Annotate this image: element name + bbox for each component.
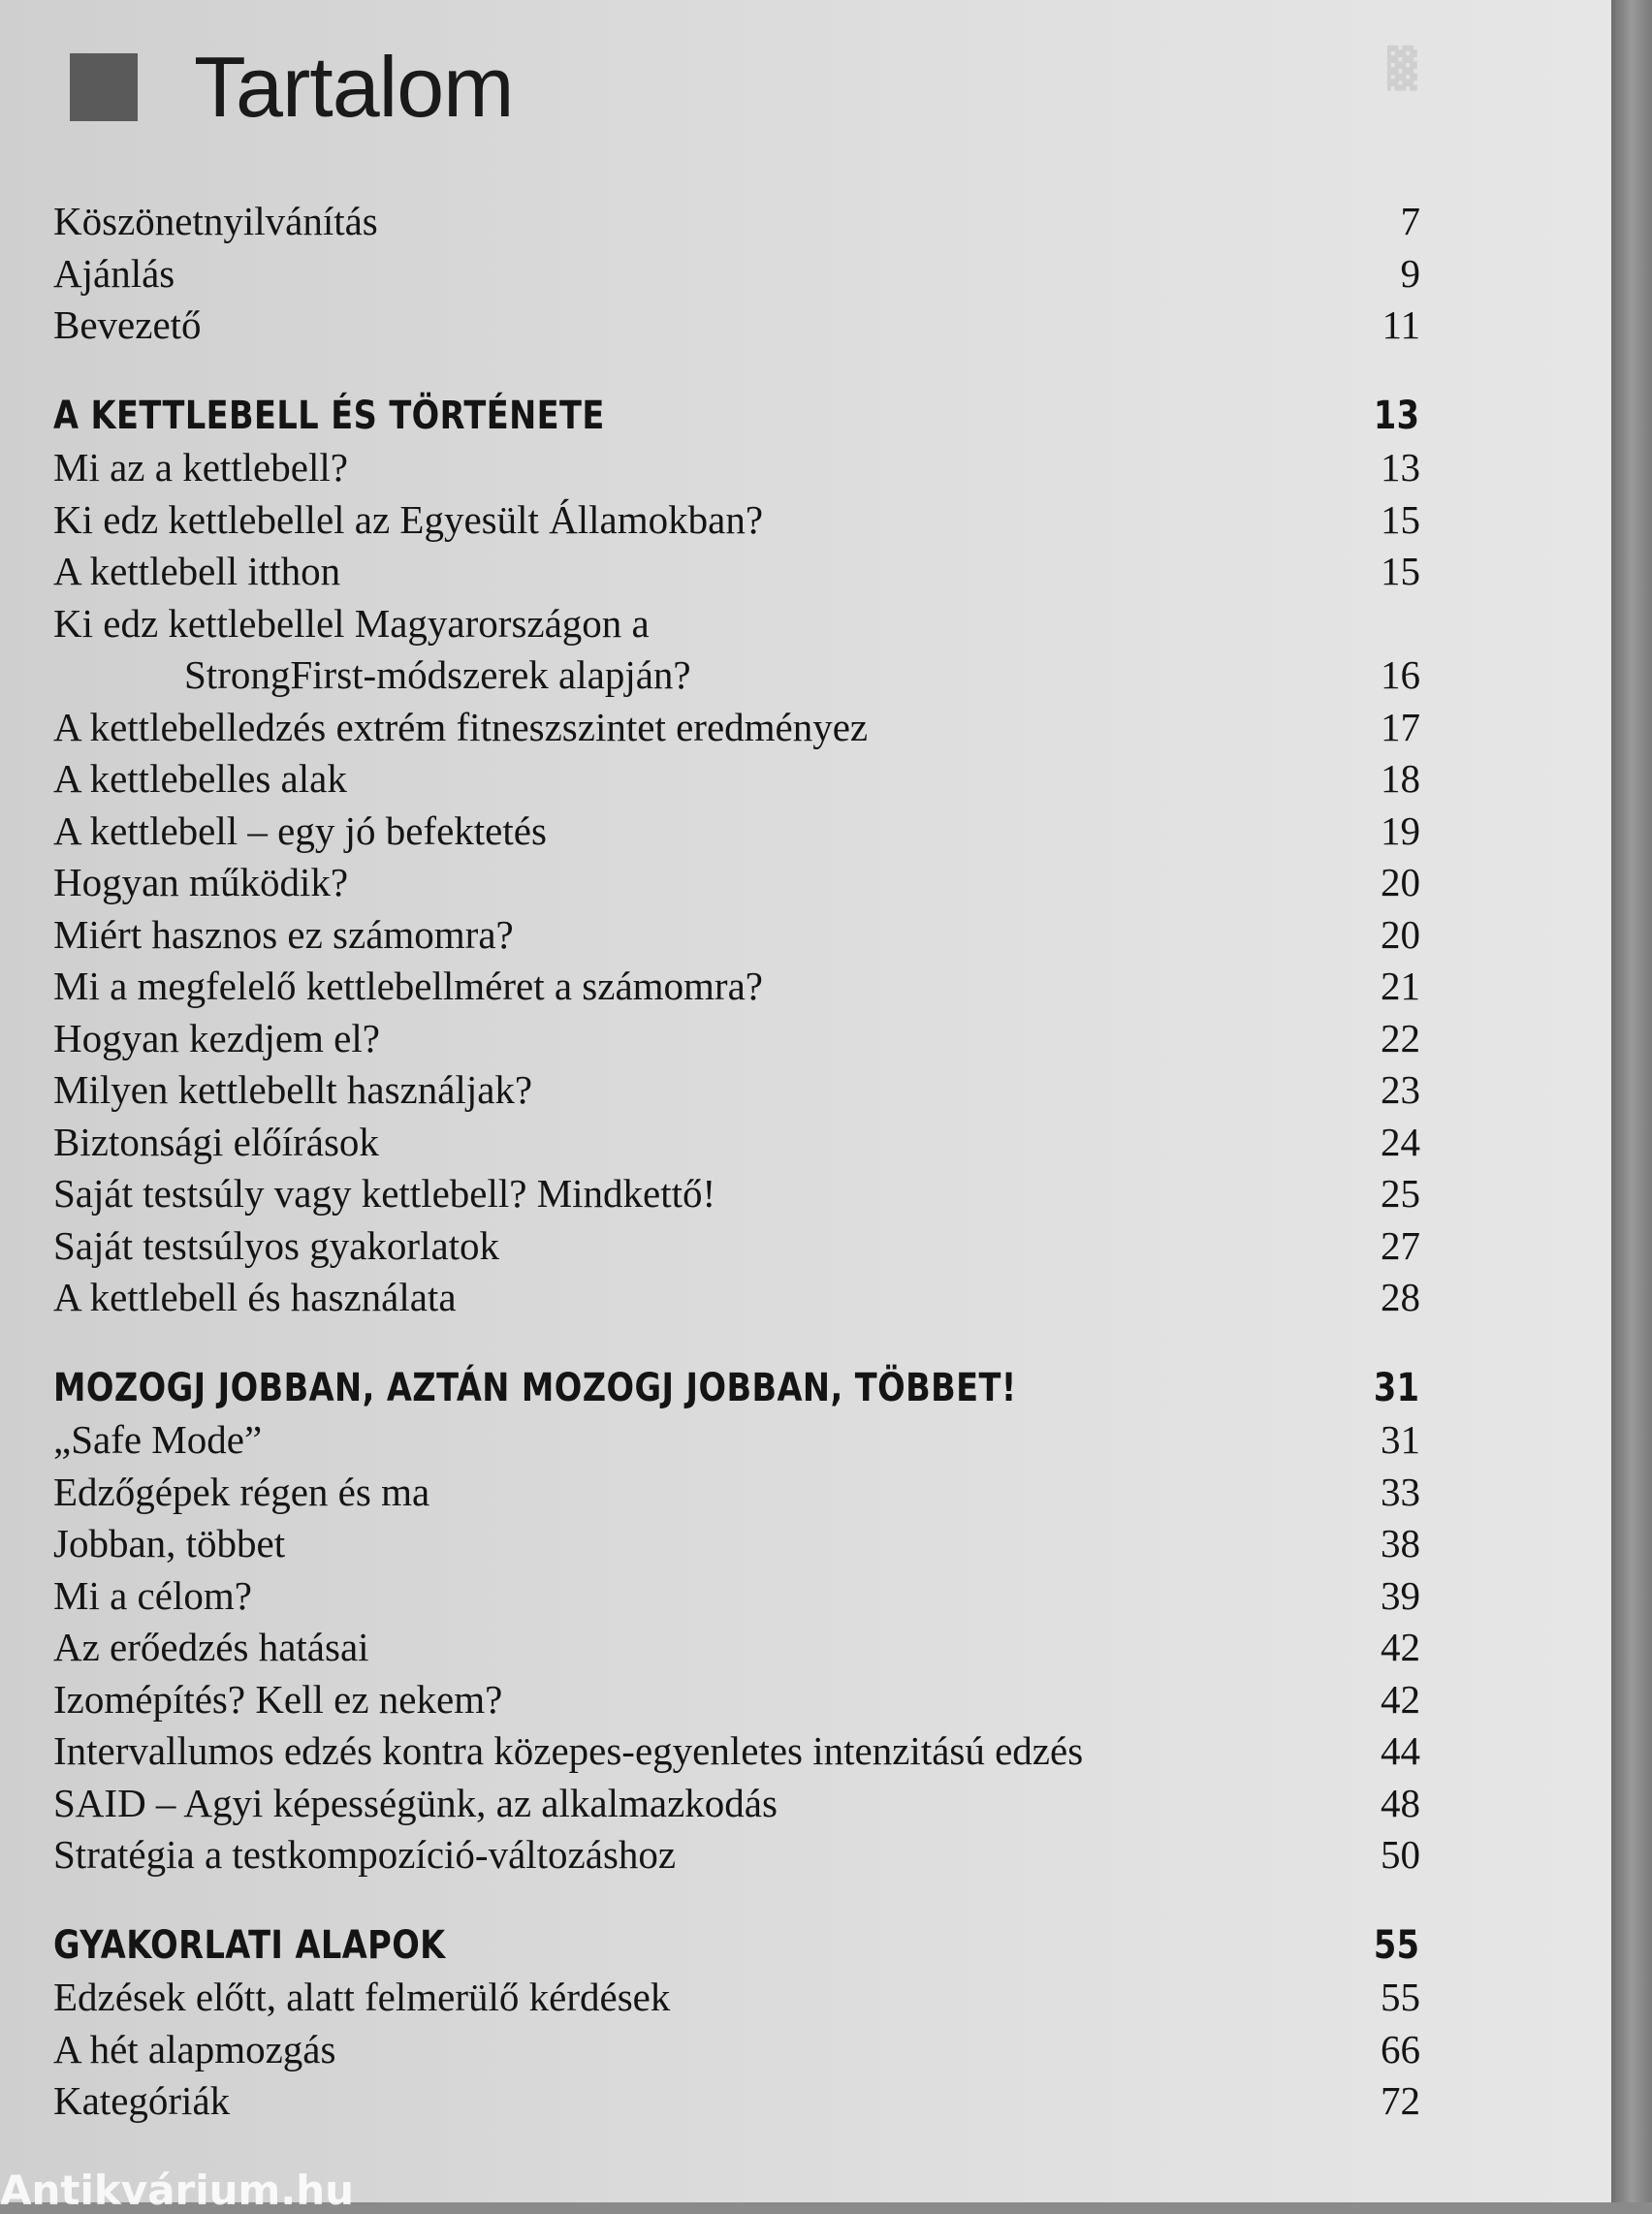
toc-entry (53, 1518, 1420, 1570)
toc-entry-page: 23 (1381, 1067, 1420, 1112)
toc-entry-title: A KETTLEBELL ÉS TÖRTÉNETE (53, 393, 605, 438)
section-gap (53, 1324, 1420, 1363)
toc-entry-page: 19 (1381, 807, 1420, 853)
toc-entry-page: 39 (1381, 1572, 1420, 1618)
toc-entry-page: 24 (1381, 1119, 1420, 1164)
toc-entry-page: 21 (1381, 964, 1420, 1008)
toc-entry (53, 1064, 1420, 1117)
section-gap (53, 352, 1420, 391)
toc-entry-title: StrongFirst-módszerek alapján? (184, 652, 691, 697)
toc-entry (53, 961, 1420, 1013)
toc-entry (53, 1725, 1420, 1778)
toc-entry (53, 442, 1420, 494)
toc-entry (53, 2024, 1420, 2076)
toc-entry-title: Kategóriák (53, 2078, 231, 2123)
toc-entry-page: 55 (1373, 1922, 1420, 1968)
toc-entry-page: 31 (1381, 1417, 1420, 1462)
toc-entry-title: Saját testsúlyos gyakorlatok (53, 1222, 500, 1268)
page-title: Tartalom (194, 39, 514, 135)
toc-entry-page: 16 (1381, 652, 1420, 697)
toc-entry-page: 18 (1381, 756, 1420, 801)
toc-entry-title: Mi a célom? (53, 1572, 252, 1618)
toc-entry-page: 20 (1381, 911, 1420, 957)
toc-entry-title: Ki edz kettlebellel az Egyesült Államokban? (53, 496, 764, 542)
toc-entry-title: Izomépítés? Kell ez nekem? (53, 1676, 503, 1722)
toc-entry-page: 66 (1381, 2026, 1420, 2072)
toc-entry (53, 1674, 1420, 1726)
toc-entry (53, 196, 1420, 248)
toc-entry (53, 248, 1420, 300)
toc-section-heading (53, 1363, 1419, 1415)
toc-entry (53, 1570, 1420, 1623)
toc-entry (53, 1778, 1420, 1830)
toc-entry-page: 13 (1381, 445, 1420, 490)
toc-entry-title: Jobban, többet (53, 1521, 286, 1566)
toc-entry (53, 806, 1420, 858)
toc-entry-title: Miért hasznos ez számomra? (53, 911, 514, 957)
toc-entry-page: 11 (1382, 302, 1420, 347)
toc-entry (53, 1220, 1420, 1273)
toc-entry-title: A kettlebelles alak (53, 756, 347, 801)
toc-entry-title: A kettlebelledzés extrém fitneszszintet eredményez (53, 704, 869, 749)
toc-entry-title: Az erőedzés hatásai (53, 1625, 369, 1669)
toc-entry-page: 9 (1400, 250, 1420, 296)
toc-entry-page: 25 (1381, 1171, 1420, 1216)
toc-entry (53, 702, 1420, 754)
toc-entry (53, 598, 1420, 650)
toc-entry-page: 42 (1381, 1625, 1420, 1669)
toc-entry-page: 15 (1381, 549, 1420, 593)
toc-entry (53, 1622, 1420, 1674)
toc-entry-page: 72 (1381, 2078, 1420, 2123)
toc-entry-title: Ajánlás (53, 250, 175, 296)
book-spine (1611, 0, 1652, 2202)
bleed-through-text: ▓ (1387, 47, 1417, 91)
toc-entry (53, 649, 1420, 702)
table-of-contents (53, 196, 1420, 2128)
toc-entry-title: Mi az a kettlebell? (53, 445, 348, 490)
toc-entry (53, 1829, 1420, 1882)
toc-entry-title: SAID – Agyi képességünk, az alkalmazkodás (53, 1780, 778, 1825)
toc-entry (53, 909, 1420, 962)
toc-section-heading (53, 1920, 1419, 1973)
toc-entry (53, 753, 1420, 806)
toc-entry-page: 20 (1381, 860, 1420, 904)
toc-entry-title: Ki edz kettlebellel Magyarországon a (53, 600, 650, 646)
toc-entry (53, 1168, 1420, 1220)
toc-entry (53, 546, 1420, 598)
toc-entry-title: Hogyan kezdjem el? (53, 1015, 380, 1060)
toc-entry (53, 1117, 1420, 1169)
page-header (70, 39, 513, 136)
toc-entry-title: Intervallumos edzés kontra közepes-egyenletes intenzitású edzés (53, 1728, 1084, 1773)
toc-entry (53, 1414, 1420, 1467)
heading-square-icon (70, 53, 138, 121)
toc-entry-title: „Safe Mode” (53, 1417, 263, 1462)
toc-entry-title: Edzések előtt, alatt felmerülő kérdések (53, 1975, 671, 2019)
toc-entry-page: 22 (1381, 1015, 1420, 1060)
watermark: Antikvárium.hu (0, 2167, 355, 2214)
toc-entry (53, 857, 1420, 909)
toc-entry-title: Edzőgépek régen és ma (53, 1469, 430, 1514)
toc-entry-page: 33 (1381, 1469, 1420, 1514)
toc-entry (53, 494, 1420, 547)
toc-entry-title: GYAKORLATI ALAPOK (53, 1922, 446, 1968)
toc-entry-page: 50 (1381, 1832, 1420, 1877)
toc-entry-title: Stratégia a testkompozíció-változáshoz (53, 1832, 677, 1877)
toc-entry (53, 1272, 1420, 1324)
toc-entry (53, 300, 1420, 352)
toc-entry-page: 13 (1373, 393, 1420, 438)
toc-entry-title: A hét alapmozgás (53, 2026, 336, 2072)
toc-entry-title: Biztonsági előírások (53, 1119, 379, 1164)
toc-entry (53, 1467, 1420, 1519)
toc-section-heading (53, 391, 1419, 443)
toc-entry-page: 15 (1381, 496, 1420, 542)
toc-entry-page: 31 (1373, 1365, 1420, 1410)
toc-entry-page: 48 (1381, 1780, 1420, 1825)
toc-entry-title: Köszönetnyilvánítás (53, 199, 378, 243)
toc-entry-page: 7 (1400, 199, 1420, 243)
section-gap (53, 1882, 1420, 1920)
toc-entry-page: 27 (1381, 1222, 1420, 1268)
toc-entry-title: Mi a megfelelő kettlebellméret a számomra? (53, 964, 763, 1008)
toc-entry-title: Milyen kettlebellt használjak? (53, 1067, 533, 1112)
toc-entry-title: Saját testsúly vagy kettlebell? Mindkettő! (53, 1171, 716, 1216)
toc-entry-page: 38 (1381, 1521, 1420, 1566)
toc-entry-title: Hogyan működik? (53, 860, 349, 904)
toc-entry-page: 42 (1381, 1676, 1420, 1722)
toc-entry (53, 1013, 1420, 1065)
toc-entry-title: A kettlebell – egy jó befektetés (53, 807, 547, 853)
toc-entry-title: Bevezető (53, 302, 202, 347)
toc-entry (53, 1972, 1420, 2024)
toc-entry-title: MOZOGJ JOBBAN, AZTÁN MOZOGJ JOBBAN, TÖBBET! (53, 1365, 1017, 1410)
toc-entry-page: 55 (1381, 1975, 1420, 2019)
toc-entry-page: 17 (1381, 704, 1420, 749)
toc-entry-title: A kettlebell itthon (53, 549, 341, 593)
toc-entry (53, 2075, 1420, 2128)
toc-entry-title: A kettlebell és használata (53, 1275, 457, 1319)
toc-entry-page: 28 (1381, 1275, 1420, 1319)
toc-entry-page: 44 (1381, 1728, 1420, 1773)
